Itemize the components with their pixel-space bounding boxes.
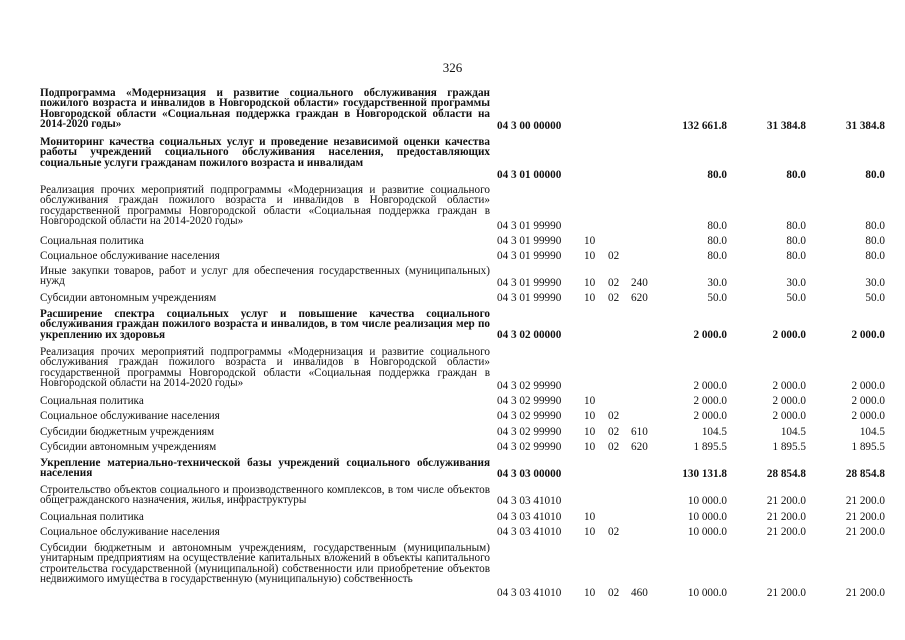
row-value-1: 10 000.0 — [687, 526, 727, 538]
row-value-3: 31 384.8 — [845, 120, 885, 132]
row-value-1: 2 000.0 — [693, 380, 727, 392]
row-section: 10 — [584, 587, 596, 599]
row-value-1: 104.5 — [701, 426, 727, 438]
row-value-2: 2 000.0 — [772, 395, 806, 407]
row-value-3: 21 200.0 — [845, 495, 885, 507]
row-code: 04 3 01 99990 — [497, 250, 562, 262]
row-value-2: 80.0 — [786, 250, 806, 262]
row-code: 04 3 03 41010 — [497, 511, 562, 523]
row-expense-type: 240 — [631, 277, 648, 289]
table-row — [0, 442, 905, 453]
row-subsection: 02 — [608, 587, 620, 599]
row-subsection: 02 — [608, 277, 620, 289]
table-row — [0, 411, 905, 422]
row-subsection: 02 — [608, 410, 620, 422]
row-code: 04 3 02 00000 — [497, 329, 562, 341]
row-code: 04 3 00 00000 — [497, 120, 562, 132]
row-value-2: 2 000.0 — [772, 380, 806, 392]
table-row — [0, 137, 905, 179]
row-section: 10 — [584, 250, 596, 262]
row-description: Реализация прочих мероприятий подпрограммы «Модернизация и развитие социального обслуживания граждан пожилого возраста и инвалидов в Новгородской области» государственной программы Новгородской области «Социальная поддержка граждан в Новгородской области на 2014-2020 годы» — [40, 184, 490, 227]
row-value-3: 80.0 — [865, 220, 885, 232]
row-code: 04 3 02 99990 — [497, 441, 562, 453]
row-code: 04 3 03 00000 — [497, 468, 562, 480]
row-value-2: 80.0 — [786, 235, 806, 247]
row-value-3: 80.0 — [865, 235, 885, 247]
row-value-1: 1 895.5 — [693, 441, 727, 453]
row-value-1: 130 131.8 — [682, 468, 727, 480]
row-description: Укрепление материально-технической базы учреждений социального обслуживания населения — [40, 457, 490, 480]
row-value-2: 21 200.0 — [766, 526, 806, 538]
row-value-1: 50.0 — [707, 292, 727, 304]
row-value-1: 80.0 — [707, 235, 727, 247]
row-section: 10 — [584, 395, 596, 407]
row-description: Субсидии автономным учреждениям — [40, 441, 217, 453]
row-value-1: 80.0 — [707, 250, 727, 262]
row-value-1: 2 000.0 — [693, 395, 727, 407]
row-expense-type: 610 — [631, 426, 648, 438]
row-expense-type: 460 — [631, 587, 648, 599]
row-section: 10 — [584, 426, 596, 438]
row-code: 04 3 02 99990 — [497, 410, 562, 422]
row-description: Расширение спектра социальных услуг и повышение качества социального обслуживания граждан пожилого возраста и инвалидов, в том числе реализация мер по укреплению их здоровья — [40, 308, 490, 341]
row-value-3: 80.0 — [865, 250, 885, 262]
row-value-3: 28 854.8 — [845, 468, 885, 480]
row-value-1: 80.0 — [707, 220, 727, 232]
row-expense-type: 620 — [631, 441, 648, 453]
table-row — [0, 88, 905, 130]
table-row — [0, 346, 905, 392]
row-code: 04 3 03 41010 — [497, 587, 562, 599]
row-subsection: 02 — [608, 441, 620, 453]
row-code: 04 3 01 99990 — [497, 277, 562, 289]
row-section: 10 — [584, 277, 596, 289]
row-description: Субсидии бюджетным учреждениям — [40, 426, 215, 438]
row-section: 10 — [584, 235, 596, 247]
table-row — [0, 309, 905, 341]
row-value-3: 2 000.0 — [851, 329, 885, 341]
row-value-2: 50.0 — [786, 292, 806, 304]
row-value-1: 2 000.0 — [693, 329, 727, 341]
row-code: 04 3 01 99990 — [497, 235, 562, 247]
row-subsection: 02 — [608, 426, 620, 438]
row-value-2: 80.0 — [786, 169, 806, 181]
row-section: 10 — [584, 511, 596, 523]
row-expense-type: 620 — [631, 292, 648, 304]
table-row — [0, 266, 905, 287]
row-code: 04 3 03 41010 — [497, 495, 562, 507]
row-description: Социальное обслуживание населения — [40, 250, 220, 262]
table-row — [0, 396, 905, 407]
row-value-1: 132 661.8 — [682, 120, 727, 132]
table-row — [0, 184, 905, 232]
table-row — [0, 427, 905, 438]
row-code: 04 3 02 99990 — [497, 380, 562, 392]
row-value-2: 21 200.0 — [766, 495, 806, 507]
row-value-2: 80.0 — [786, 220, 806, 232]
row-section: 10 — [584, 441, 596, 453]
row-description: Реализация прочих мероприятий подпрограммы «Модернизация и развитие социального обслуживания граждан пожилого возраста и инвалидов в Новгородской области» государственной программы Новгородской области «Социальная поддержка граждан в Новгородской области на 2014-2020 годы» — [40, 346, 490, 389]
row-description: Субсидии автономным учреждениям — [40, 292, 217, 304]
row-description: Социальная политика — [40, 395, 144, 407]
row-description: Социальное обслуживание населения — [40, 526, 220, 538]
row-value-3: 2 000.0 — [851, 410, 885, 422]
table-row — [0, 236, 905, 247]
table-row — [0, 512, 905, 523]
row-code: 04 3 01 99990 — [497, 292, 562, 304]
row-subsection: 02 — [608, 292, 620, 304]
table-row — [0, 485, 905, 506]
row-value-2: 2 000.0 — [772, 410, 806, 422]
row-value-2: 30.0 — [786, 277, 806, 289]
row-value-1: 2 000.0 — [693, 410, 727, 422]
row-code: 04 3 02 99990 — [497, 426, 562, 438]
row-subsection: 02 — [608, 526, 620, 538]
row-value-3: 21 200.0 — [845, 587, 885, 599]
table-row — [0, 458, 905, 479]
row-value-3: 1 895.5 — [851, 441, 885, 453]
row-value-2: 1 895.5 — [772, 441, 806, 453]
row-code: 04 3 01 99990 — [497, 220, 562, 232]
row-description: Строительство объектов социального и производственного комплексов, в том числе объектов общегражданского назначения, жилья, инфраструктуры — [40, 484, 490, 507]
row-value-3: 2 000.0 — [851, 380, 885, 392]
row-value-3: 80.0 — [865, 169, 885, 181]
row-value-3: 21 200.0 — [845, 511, 885, 523]
row-value-3: 104.5 — [859, 426, 885, 438]
row-value-2: 21 200.0 — [766, 587, 806, 599]
row-value-2: 104.5 — [780, 426, 806, 438]
row-description: Иные закупки товаров, работ и услуг для обеспечения государственных (муниципальных) нужд — [40, 265, 490, 288]
row-value-3: 21 200.0 — [845, 526, 885, 538]
row-value-2: 21 200.0 — [766, 511, 806, 523]
row-value-1: 10 000.0 — [687, 587, 727, 599]
table-row — [0, 543, 905, 598]
page-number: 326 — [442, 60, 463, 75]
row-value-2: 28 854.8 — [766, 468, 806, 480]
row-description: Субсидии бюджетным и автономным учреждениям, государственным (муниципальным) унитарным предприятиям на осуществление капитальных вложений в объекты капитального строительства государственной (муниципальной) собственности или приобретение объектов недвижимого имущества в государственную (муниципальную) собственность — [40, 542, 490, 585]
row-description: Социальная политика — [40, 511, 144, 523]
row-value-1: 30.0 — [707, 277, 727, 289]
row-description: Социальное обслуживание населения — [40, 410, 220, 422]
row-value-3: 50.0 — [865, 292, 885, 304]
row-description: Подпрограмма «Модернизация и развитие социального обслуживания граждан пожилого возраста и инвалидов в Новгородской области» государственной программы Новгородской области «Социальная поддержка граждан в Новгородской области на 2014-2020 годы» — [40, 87, 490, 130]
row-value-1: 80.0 — [707, 169, 727, 181]
row-section: 10 — [584, 292, 596, 304]
table-row — [0, 251, 905, 262]
row-value-2: 2 000.0 — [772, 329, 806, 341]
row-code: 04 3 02 99990 — [497, 395, 562, 407]
row-code: 04 3 03 41010 — [497, 526, 562, 538]
row-description: Социальная политика — [40, 235, 144, 247]
row-value-1: 10 000.0 — [687, 495, 727, 507]
row-section: 10 — [584, 410, 596, 422]
row-section: 10 — [584, 526, 596, 538]
table-row — [0, 527, 905, 538]
row-value-2: 31 384.8 — [766, 120, 806, 132]
table-row — [0, 293, 905, 304]
row-subsection: 02 — [608, 250, 620, 262]
row-value-1: 10 000.0 — [687, 511, 727, 523]
row-value-3: 30.0 — [865, 277, 885, 289]
row-value-3: 2 000.0 — [851, 395, 885, 407]
row-code: 04 3 01 00000 — [497, 169, 562, 181]
row-description: Мониторинг качества социальных услуг и проведение независимой оценки качества работы учреждений социального обслуживания населения, предоставляющих социальные услуги гражданам пожилого возраста и инвалидам — [40, 136, 490, 169]
